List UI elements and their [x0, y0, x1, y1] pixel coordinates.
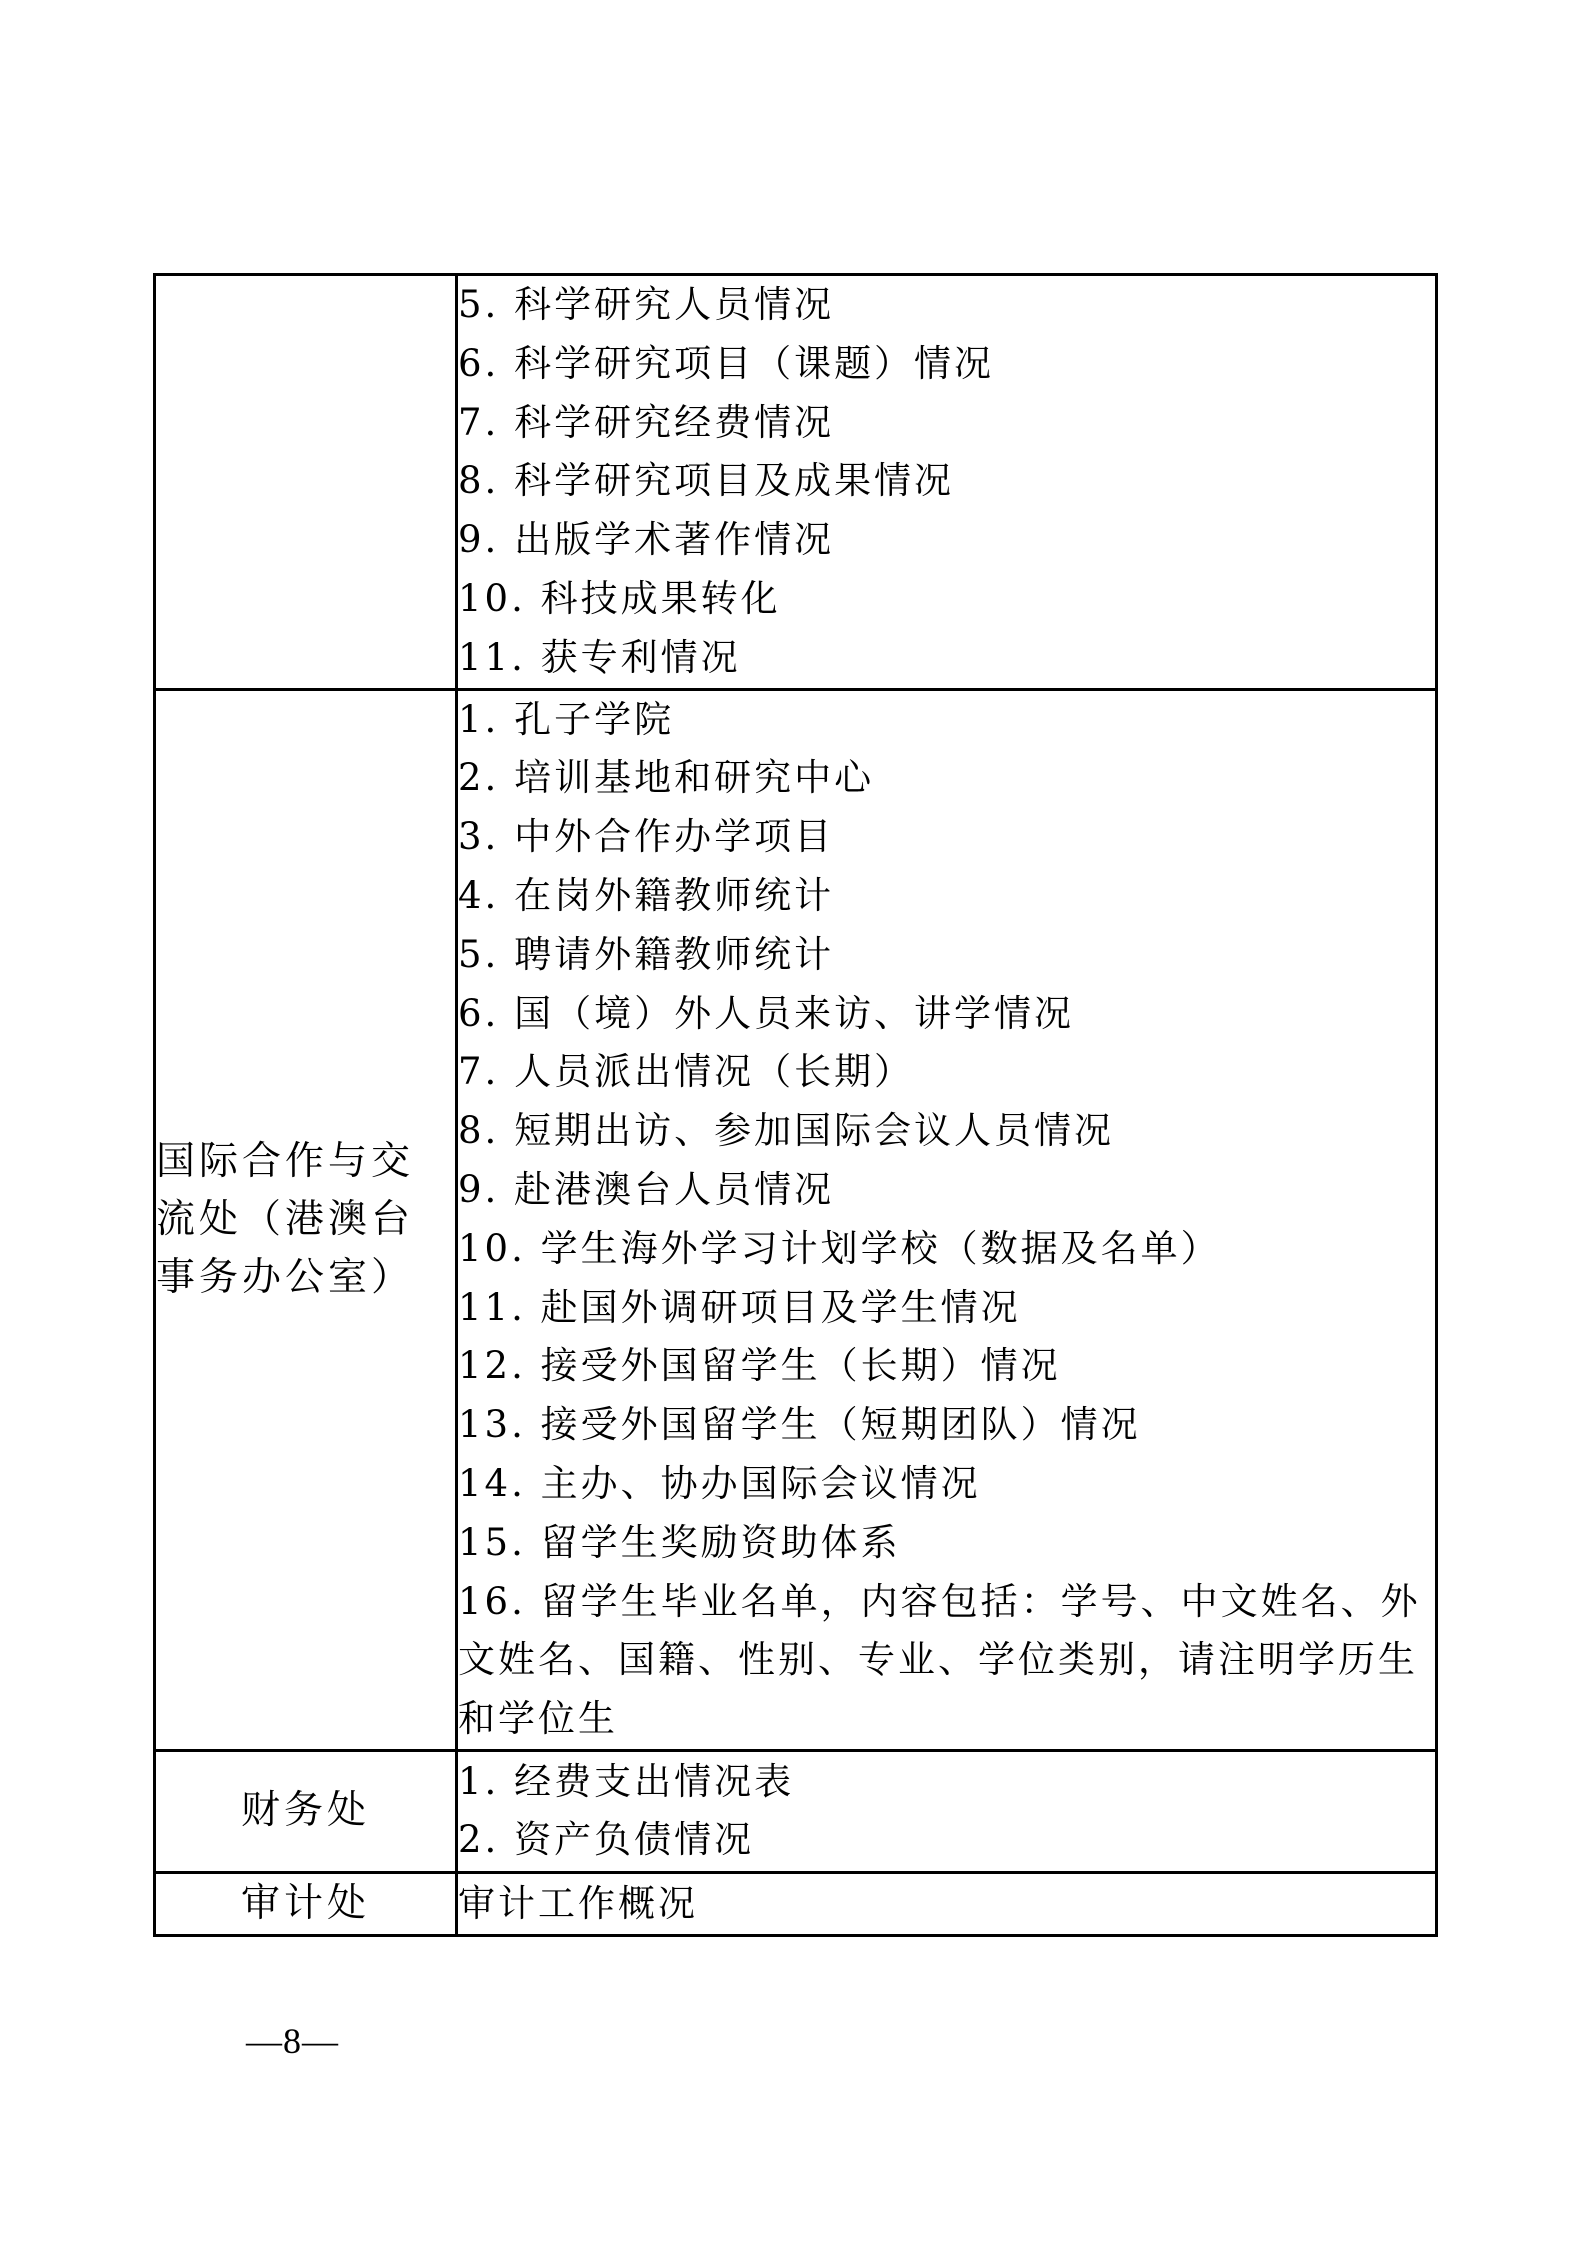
list-item: 15. 留学生奖励资助体系 — [458, 1520, 901, 1564]
list-item: 11. 赴国外调研项目及学生情况 — [458, 1285, 1021, 1329]
items-cell-research — [457, 275, 1437, 690]
items-cell-audit — [457, 1872, 1437, 1935]
list-item: 9. 出版学术著作情况 — [458, 518, 835, 562]
department-data-table — [153, 273, 1438, 1937]
table-row-finance — [155, 1750, 1437, 1872]
table-row-audit — [155, 1872, 1437, 1935]
list-item: 9. 赴港澳台人员情况 — [458, 1167, 835, 1211]
page-number: —8— — [246, 2021, 339, 2061]
list-item: 10. 学生海外学习计划学校（数据及名单） — [458, 1226, 1221, 1270]
department-cell-finance: 财务处 — [155, 1750, 457, 1872]
list-item: 13. 接受外国留学生（短期团队）情况 — [458, 1403, 1141, 1447]
list-item: 11. 获专利情况 — [458, 635, 741, 679]
list-item: 1. 经费支出情况表 — [458, 1759, 795, 1803]
department-cell-international: 国际合作与交流处（港澳台事务办公室） — [155, 689, 457, 1750]
department-cell-empty — [155, 275, 457, 690]
table-row-research — [155, 275, 1437, 690]
list-item: 6. 科学研究项目（课题）情况 — [458, 341, 995, 385]
list-item: 8. 科学研究项目及成果情况 — [458, 459, 955, 503]
items-cell-international — [457, 689, 1437, 1750]
list-item: 1. 孔子学院 — [458, 697, 675, 741]
table-row-international — [155, 689, 1437, 1750]
list-item: 7. 人员派出情况（长期） — [458, 1050, 915, 1094]
list-item: 10. 科技成果转化 — [458, 576, 781, 620]
list-item: 12. 接受外国留学生（长期）情况 — [458, 1344, 1061, 1388]
items-cell-finance — [457, 1750, 1437, 1872]
list-item: 4. 在岗外籍教师统计 — [458, 873, 835, 917]
list-item: 审计工作概况 — [458, 1881, 698, 1925]
list-item: 6. 国（境）外人员来访、讲学情况 — [458, 991, 1075, 1035]
list-item: 5. 聘请外籍教师统计 — [458, 932, 835, 976]
department-cell-audit: 审计处 — [155, 1872, 457, 1935]
list-item: 16. 留学生毕业名单，内容包括：学号、中文姓名、外文姓名、国籍、性别、专业、学位类别，请注明学历生和学位生 — [458, 1579, 1421, 1741]
list-item: 8. 短期出访、参加国际会议人员情况 — [458, 1109, 1115, 1153]
list-item: 2. 资产负债情况 — [458, 1818, 755, 1862]
list-item: 5. 科学研究人员情况 — [458, 283, 835, 326]
list-item: 7. 科学研究经费情况 — [458, 400, 835, 444]
list-item: 2. 培训基地和研究中心 — [458, 756, 875, 800]
list-item: 3. 中外合作办学项目 — [458, 815, 835, 859]
list-item: 14. 主办、协办国际会议情况 — [458, 1461, 981, 1505]
